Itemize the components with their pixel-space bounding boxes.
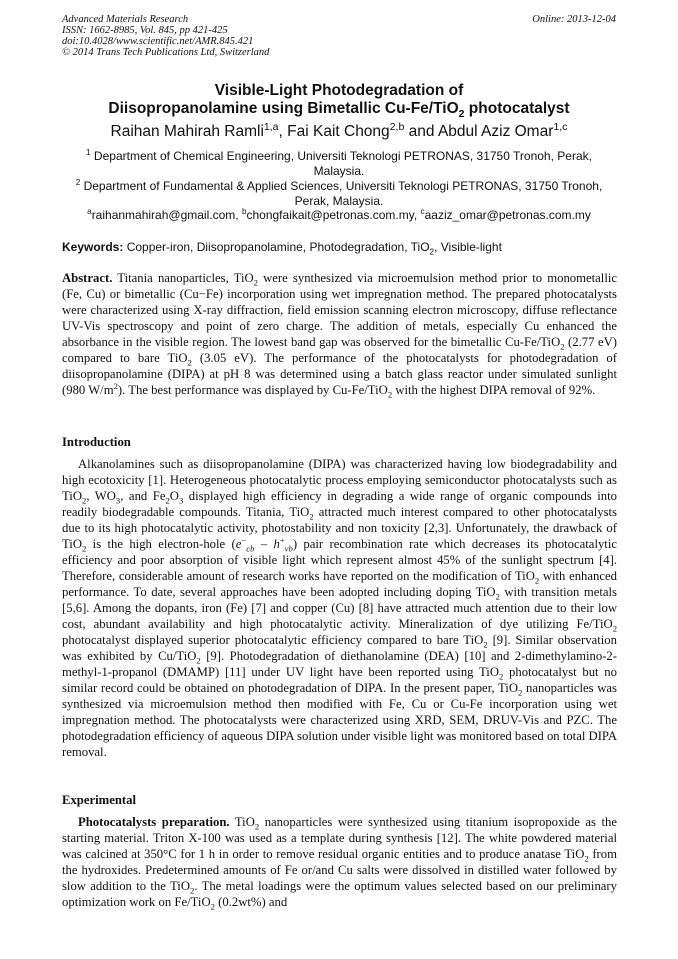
emails: $^a$raihanmahirah@gmail.com, $^b$chongfaikait@petronas.com.my, $^c$aaziz_omar@petronas.com.my: [87, 207, 591, 222]
online-date: Online: 2013-12-04: [532, 14, 616, 25]
email-a: raihanmahirah@gmail.com,: [91, 208, 242, 222]
doi: doi:10.4028/www.scientific.net/AMR.845.421: [62, 36, 254, 47]
paper-title: [0, 82, 678, 121]
author-1: Raihan Mahirah Ramli: [110, 123, 264, 140]
introduction-heading: Introduction: [62, 435, 131, 449]
author-2: , Fai Kait Chong: [278, 123, 390, 140]
introduction-body: Alkanolamines such as diisopropanolamine (DIPA) was characterized having low biodegradability and high ecotoxicity [1]. Heterogeneous photocatalytic process employing semiconductor photocatalysts such as TiO$_2$, $WO_3$, and $Fe_2O_3$ displayed high efficiency in degrading a wide range of organic compounds into readily biodegradable compounds. Titania, TiO$_2$ attracted much interest compared to other photocatalysts due to its high photocatalytic activity, photostability and non toxicity [2,3]. Unfortunately, the drawback of TiO$_2$ is the high electron-hole $(e^-_{cb} - h^+_{vb})$ pair recombination rate which decreases its photocatalytic efficiency and poor absorption of visible light which represent almost 45% of the sunlight spectrum [4]. Therefore, considerable amount of research works have reported on the modification of TiO$_2$ with enhanced performance. To date, several approaches have been adopted including doping TiO$_2$ with transition metals [5,6]. Among the dopants, iron (Fe) [7] and copper (Cu) [8] have attracted much attention due to their low cost, abundant availability and high photocatalytic activity. Mineralization of dye utilizing Fe/TiO$_2$ photocatalyst displayed superior photocatalytic efficiency compared to bare TiO$_2$ [9]. Similar observation was exhibited by Cu/TiO$_2$ [9]. Photodegradation of diethanolamine (DEA) [10] and 2-dimethylamino-2-methyl-1-propanol (DMAMP) [11] under UV light have been reported using TiO$_2$ photocatalyst but no similar record could be obtained on photodegradation of DIPA. In the present paper, TiO$_2$ nanoparticles was synthesized via microemulsion method then modified with Fe, Cu or Cu-Fe incorporation using wet impregnation method. The photocatalysts were characterized using XRD, SEM, DRUV-Vis and PZC. The photodegradation efficiency of aqueous DIPA solution under visible light was monitored based on total DIPA removal.: [62, 457, 617, 759]
keywords: Keywords: Copper-iron, Diisopropanolamine, Photodegradation, TiO$_2$, Visible-light: [62, 240, 502, 257]
copyright: © 2014 Trans Tech Publications Ltd, Switzerland: [62, 47, 270, 58]
title-line-1: Visible-Light Photodegradation of: [214, 82, 464, 99]
abstract-label: Abstract.: [62, 271, 113, 285]
experimental-heading: Experimental: [62, 793, 137, 807]
experimental-body: Photocatalysts preparation. TiO$_2$ nanoparticles were synthesized using titanium isopropoxide as the starting material. Triton X-100 was used as a template during synthesis [12]. The white powdered material was calcined at 350°C for 1 h in order to remove residual organic entities and to produce anatase TiO$_2$ from the hydroxides. Predetermined amounts of Fe or/and Cu salts were dissolved in distilled water followed by slow addition to the TiO$_2$. The metal loadings were the optimum values selected based on our preliminary optimization work on Fe/TiO$_2$ (0.2wt%) and: [62, 815, 617, 912]
title-line-2: Diisopropanolamine using Bimetallic Cu-Fe/TiO$_2$ photocatalyst: [108, 100, 570, 121]
affiliation-1: $^1$ Department of Chemical Engineering, Universiti Teknologi PETRONAS, 31750 Tronoh, Perak, Malaysia.: [86, 148, 592, 178]
journal-name: Advanced Materials Research: [62, 14, 189, 25]
author-3: and Abdul Aziz Omar: [404, 123, 554, 140]
photocatalysts-preparation-label: Photocatalysts preparation.: [78, 815, 230, 829]
issn: ISSN: 1662-8985, Vol. 845, pp 421-425: [62, 25, 228, 36]
abstract: Abstract. Titania nanoparticles, TiO$_2$ were synthesized via microemulsion method prior to monometallic (Fe, Cu) or bimetallic (Cu−Fe) incorporation using wet impregnation method. The prepared photocatalysts were characterized using X-ray diffraction, field emission scanning electron microscopy, diffuse reflectance UV-Vis spectroscopy and point of zero charge. The addition of metals, especially Cu enhanced the absorbance in the visible region. The lowest band gap was observed for the bimetallic Cu-Fe/TiO$_2$ (2.77 eV) compared to bare TiO$_2$ (3.05 eV). The performance of the photocatalysts for photodegradation of diisopropanolamine (DIPA) at pH 8 was determined using a batch glass reactor under simulated sunlight (980 $W/m^2$). The best performance was displayed by Cu-Fe/TiO$_2$ with the highest DIPA removal of 92%.: [62, 271, 617, 400]
email-b: chongfaikait@petronas.com.my,: [246, 208, 421, 222]
keywords-label: Keywords:: [62, 240, 124, 254]
affiliation-2: $^2$ Department of Fundamental & Applied Sciences, Universiti Teknologi PETRONAS, 31750 Tronoh, Perak, Malaysia.: [75, 178, 603, 208]
author-list: Raihan Mahirah Ramli$^{1,a}$, Fai Kait Chong$^{2,b}$ and Abdul Aziz Omar$^{1,c}$: [110, 120, 568, 140]
journal-header: [62, 14, 269, 58]
email-c: aaziz_omar@petronas.com.my: [424, 208, 591, 222]
